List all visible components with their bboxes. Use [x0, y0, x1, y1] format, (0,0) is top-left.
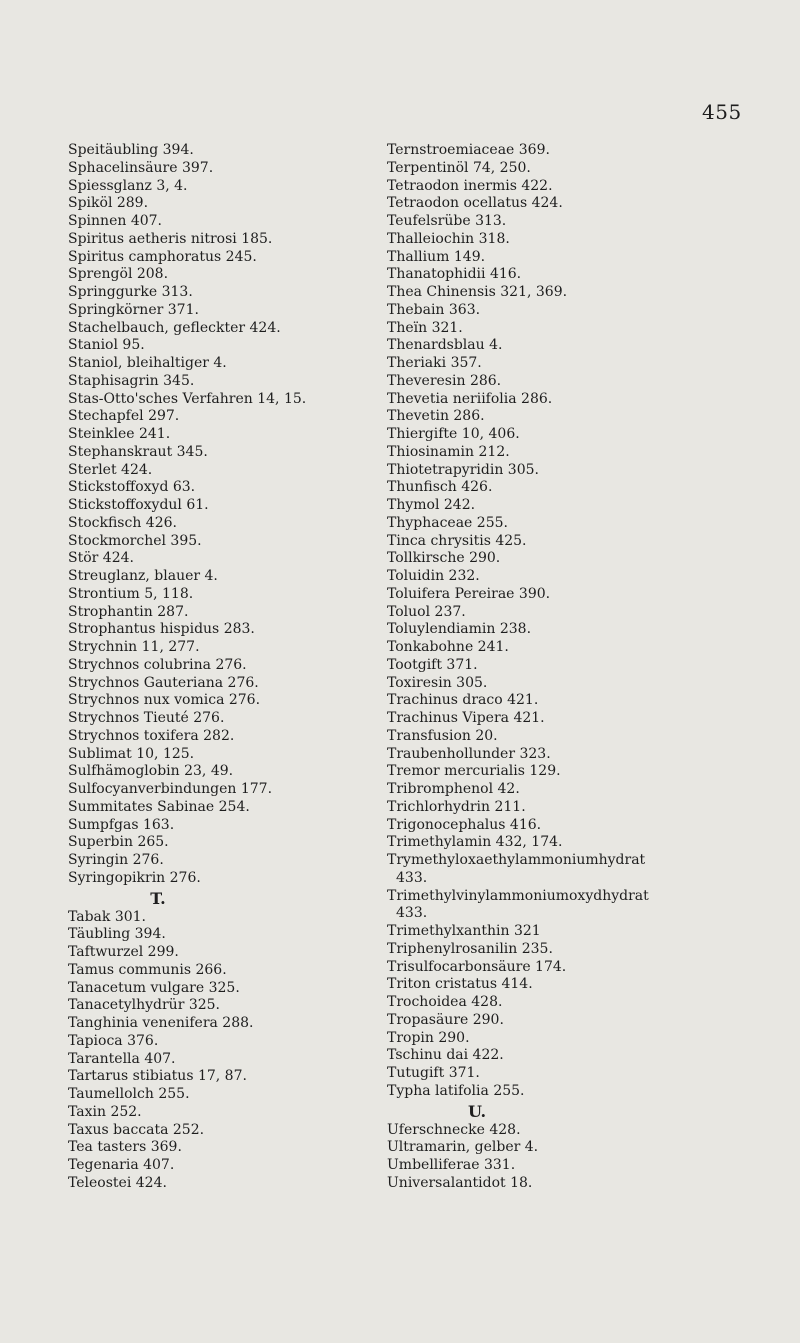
index-entry: Ternstroemiaceae 369.	[387, 142, 550, 158]
section-letter-heading: T.	[150, 888, 166, 908]
index-entry: Staphisagrin 345.	[68, 372, 195, 389]
index-entry: Strophantus hispidus 283.	[68, 621, 255, 638]
index-entry: Tapioca 376.	[68, 1032, 159, 1049]
index-entry: Stephanskraut 345.	[68, 443, 208, 460]
index-entry: Syringin 276.	[68, 852, 164, 868]
index-entry: Streuglanz, blauer 4.	[68, 568, 218, 584]
index-entry: Stockfisch 426.	[68, 514, 177, 531]
index-entry: Triphenylrosanilin 235.	[387, 940, 553, 957]
index-entry: Stockmorchel 395.	[68, 532, 202, 549]
index-entry: Sprengöl 208.	[68, 266, 169, 283]
index-entry: Stickstoffoxydul 61.	[68, 497, 209, 513]
index-entry: Spiritus aetheris nitrosi 185.	[68, 230, 273, 247]
index-entry: Trigonocephalus 416.	[387, 816, 542, 833]
index-column-right	[387, 142, 787, 1193]
index-entry: Stickstoffoxyd 63.	[68, 479, 196, 496]
index-entry: Thebain 363.	[387, 301, 481, 318]
section-letter-heading: U.	[467, 1101, 487, 1121]
index-entry-continuation: 433.	[396, 905, 428, 922]
index-column-left	[68, 142, 428, 1193]
index-entry: Trichlorhydrin 211.	[387, 798, 526, 815]
index-entry: Umbelliferae 331.	[387, 1157, 516, 1173]
index-entry: Sulfocyanverbindungen 177.	[68, 781, 273, 797]
index-entry: Tschinu dai 422.	[387, 1047, 504, 1064]
index-entry: Trymethyloxaethylammoniumhydrat	[387, 852, 646, 868]
index-entry: Trachinus Vipera 421.	[387, 710, 545, 726]
index-entry: Trimethylvinylammoniumoxydhydrat	[387, 887, 649, 904]
index-entry: Sublimat 10, 125.	[68, 745, 195, 762]
index-entry: Staniol, bleihaltiger 4.	[68, 355, 227, 371]
index-entry: Strychnos Tieuté 276.	[68, 710, 225, 726]
index-entry: Strophantin 287.	[68, 603, 189, 620]
index-entry: Teleostei 424.	[68, 1174, 167, 1191]
index-entry: Stechapfel 297.	[68, 408, 180, 425]
index-entry: Stachelbauch, gefleckter 424.	[68, 319, 281, 336]
index-entry: Spiritus camphoratus 245.	[68, 248, 257, 265]
index-entry: Ultramarin, gelber 4.	[387, 1139, 539, 1156]
index-entry: Superbin 265.	[68, 834, 169, 851]
index-entry: Strychnin 11, 277.	[68, 639, 200, 655]
index-entry: Tropasäure 290.	[387, 1011, 504, 1028]
index-entry: Tanghinia venenifera 288.	[68, 1015, 254, 1031]
index-entry-continuation: 433.	[396, 869, 428, 886]
index-entry: Traubenhollunder 323.	[387, 745, 551, 762]
index-entry: Summitates Sabinae 254.	[68, 798, 250, 815]
index-entry: Stör 424.	[68, 550, 134, 567]
index-entry: Universalantidot 18.	[387, 1174, 533, 1191]
index-entry: Theriaki 357.	[387, 355, 482, 371]
index-entry: Taftwurzel 299.	[68, 944, 179, 960]
index-entry: Speitäubling 394.	[68, 142, 194, 158]
index-entry: Thalleiochin 318.	[387, 230, 510, 247]
index-entry: Tollkirsche 290.	[387, 550, 501, 567]
index-entry: Strontium 5, 118.	[68, 585, 194, 602]
index-entry: Theïn 321.	[387, 319, 463, 336]
index-entry: Staniol 95.	[68, 337, 145, 354]
index-entry: Tabak 301.	[68, 908, 147, 925]
index-entry: Tea tasters 369.	[68, 1139, 182, 1156]
index-entry: Tetraodon ocellatus 424.	[387, 195, 563, 212]
index-entry: Thea Chinensis 321, 369.	[387, 284, 568, 300]
index-entry: Tribromphenol 42.	[387, 781, 520, 797]
index-entry: Tutugift 371.	[387, 1065, 480, 1081]
index-entry: Tegenaria 407.	[68, 1157, 175, 1173]
index-entry: Teufelsrübe 313.	[387, 213, 507, 229]
index-entry: Thallium 149.	[387, 248, 486, 265]
index-entry: Tarantella 407.	[68, 1050, 176, 1067]
index-entry: Steinklee 241.	[68, 426, 171, 442]
index-entry: Toxiresin 305.	[387, 674, 488, 691]
index-entry: Toluol 237.	[387, 603, 466, 620]
index-entry: Tootgift 371.	[387, 656, 478, 673]
index-entry: Taxin 252.	[68, 1103, 142, 1120]
index-entry: Spinnen 407.	[68, 213, 162, 229]
index-entry: Thevetia neriifolia 286.	[387, 390, 553, 407]
index-entry: Tremor mercurialis 129.	[387, 763, 561, 780]
index-entry: Spiessglanz 3, 4.	[68, 177, 188, 194]
index-entry: Thyphaceae 255.	[387, 514, 508, 531]
index-entry: Tetraodon inermis 422.	[387, 177, 553, 194]
index-entry: Thenardsblau 4.	[387, 337, 503, 354]
index-entry: Thiosinamin 212.	[387, 443, 510, 460]
index-entry: Toluidin 232.	[387, 568, 480, 584]
index-entry: Taumellolch 255.	[68, 1086, 190, 1102]
index-entry: Springkörner 371.	[68, 301, 199, 318]
index-entry: Tropin 290.	[387, 1029, 470, 1046]
index-entry: Stas-Otto'sches Verfahren 14, 15.	[68, 390, 307, 407]
index-entry: Thanatophidii 416.	[387, 266, 522, 283]
index-entry: Sulfhämoglobin 23, 49.	[68, 763, 234, 780]
index-entry: Tanacetylhydrür 325.	[68, 997, 221, 1014]
index-entry: Toluifera Pereirae 390.	[387, 585, 551, 602]
index-entry: Thiotetrapyridin 305.	[387, 461, 539, 478]
index-entry: Thevetin 286.	[387, 408, 485, 425]
index-entry: Trisulfocarbonsäure 174.	[387, 958, 567, 975]
index-entry: Tartarus stibiatus 17, 87.	[68, 1068, 247, 1085]
index-entry: Spiköl 289.	[68, 195, 149, 212]
index-entry: Syringopikrin 276.	[68, 869, 201, 886]
index-entry: Trachinus draco 421.	[387, 692, 539, 709]
index-entry: Uferschnecke 428.	[387, 1121, 521, 1138]
index-entry: Thiergifte 10, 406.	[387, 426, 520, 442]
index-entry: Transfusion 20.	[387, 727, 498, 744]
index-entry: Tonkabohne 241.	[387, 639, 509, 655]
index-entry: Triton cristatus 414.	[387, 976, 533, 993]
index-entry: Täubling 394.	[68, 926, 166, 943]
index-entry: Strychnos Gauteriana 276.	[68, 674, 259, 691]
index-entry: Tamus communis 266.	[68, 961, 227, 978]
index-entry: Sphacelinsäure 397.	[68, 159, 214, 176]
index-entry: Strychnos nux vomica 276.	[68, 692, 261, 709]
index-entry: Thunfisch 426.	[387, 479, 493, 496]
index-entry: Strychnos toxifera 282.	[68, 727, 235, 744]
index-entry: Tanacetum vulgare 325.	[68, 979, 240, 996]
index-entry: Sterlet 424.	[68, 461, 153, 478]
index-entry: Springgurke 313.	[68, 284, 193, 300]
index-entry: Taxus baccata 252.	[68, 1121, 205, 1138]
index-entry: Thymol 242.	[387, 497, 476, 513]
index-entry: Trimethylxanthin 321	[387, 923, 541, 939]
page-number: 455	[702, 100, 742, 124]
index-entry: Terpentinöl 74, 250.	[387, 159, 531, 176]
index-entry: Trochoidea 428.	[387, 994, 503, 1010]
index-entry: Sumpfgas 163.	[68, 816, 175, 833]
index-entry: Trimethylamin 432, 174.	[387, 834, 563, 851]
index-entry: Strychnos colubrina 276.	[68, 656, 247, 673]
index-entry: Tinca chrysitis 425.	[387, 532, 527, 549]
index-entry: Theveresin 286.	[387, 372, 502, 389]
index-entry: Toluylendiamin 238.	[387, 621, 532, 638]
index-entry: Typha latifolia 255.	[387, 1082, 525, 1099]
